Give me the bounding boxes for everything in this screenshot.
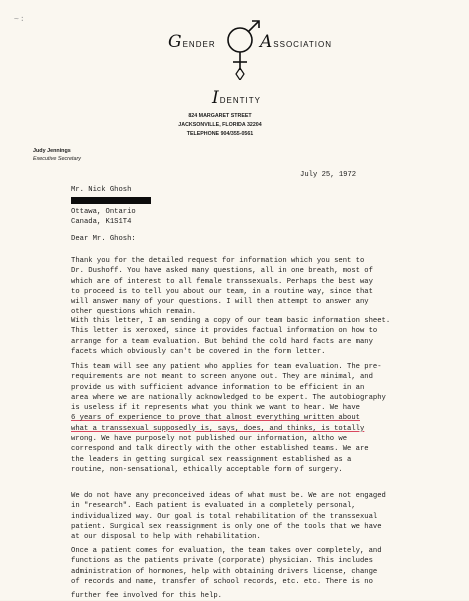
paragraph-line: Thank you for the detailed request for information which you sent to	[71, 257, 365, 265]
sender-role: Executive Secretary	[33, 156, 81, 162]
sender-name: Judy Jennings	[33, 148, 71, 154]
paragraph-line: functions as the patients private (corporate) physician. This includes	[71, 557, 373, 566]
paragraph-line: Once a patient comes for evaluation, the team takes over completely, and	[71, 547, 382, 555]
paragraph-line: With this letter, I am sending a copy of our team basic information sheet.	[71, 317, 391, 325]
paragraph-line: correspond and talk directly with the other established teams. We are	[71, 445, 369, 454]
addressee-city: Ottawa, Ontario	[71, 208, 136, 216]
addressee-country-postal: Canada, K1S1T4	[71, 218, 132, 227]
paragraph-line: provide us with sufficient advance information to be efficient in an	[71, 383, 365, 392]
paragraph-line: will answer many of your questions. I will then attempt to answer any	[71, 298, 369, 307]
paragraph-line: area where we are nationally acknowledged to be expert. The autobiography	[71, 393, 386, 402]
sender-block	[33, 147, 81, 163]
paragraph-line: to proceed is to tell you about our team, in a routine way, since that	[71, 287, 373, 296]
addressee-address	[71, 207, 136, 228]
paragraph-line: is useless if it represents what you think we want to hear. We have	[71, 404, 360, 413]
salutation: Dear Mr. Ghosh:	[71, 235, 136, 243]
org-initial-i: I	[212, 88, 220, 108]
letter-date: July 25, 1972	[300, 171, 357, 179]
paragraph-1	[71, 256, 411, 318]
corner-mark: ~:	[14, 14, 26, 23]
paragraph-line: arrange for a team evaluation. But behind the cold hard facts are many	[71, 337, 373, 346]
paragraph-line: This letter is xeroxed, since it provides factual information on how to	[71, 327, 378, 336]
underlined-line: what a transsexual supposedly is, says, does, and thinks, is totally	[71, 424, 365, 433]
address-telephone: TELEPHONE 904/355-0561	[186, 131, 254, 137]
paragraph-line: at our disposal to help with rehabilitation.	[71, 533, 261, 542]
org-initial-a: A	[260, 32, 274, 52]
paragraph-5	[71, 546, 411, 587]
paragraph-line: routine, non-sensational, ethically acceptable form of surgery.	[71, 465, 343, 474]
org-word-gender-text: ENDER	[182, 40, 216, 49]
paragraph-line: facets which obviously can't be covered in the form letter.	[71, 347, 326, 356]
paragraph-line: other questions which remain.	[71, 308, 197, 317]
paragraph-line: in "research". Each patient is evaluated in a completely personal,	[71, 502, 356, 511]
addressee-name: Mr. Nick Ghosh	[71, 186, 132, 194]
org-word-association	[260, 32, 332, 52]
paragraph-line: wrong. We have purposely not published our information, altho we	[71, 435, 348, 444]
org-initial-g: G	[168, 32, 183, 52]
address-street: 824 MARGARET STREET	[188, 113, 252, 119]
paragraph-4	[71, 491, 411, 542]
paragraph-line: We do not have any preconceived ideas of what must be. We are not engaged	[71, 492, 386, 500]
paragraph-line: individualized way. Our goal is total rehabilitation of the transsexual	[71, 512, 378, 521]
paragraph-line: patient. Surgical sex reassignment is only one of the tools that we have	[71, 522, 382, 531]
redacted-line	[71, 197, 151, 204]
paragraph-line: administration of hormones, help with obtaining drivers license, change	[71, 567, 378, 576]
paragraph-line: requirements are not meant to screen anyone out. They are minimal, and	[71, 373, 373, 382]
org-word-identity	[212, 88, 261, 108]
paragraph-line: Dr. Dushoff. You have asked many questions, all in one breath, most of	[71, 267, 373, 276]
gender-symbol-icon	[218, 18, 268, 80]
paragraph-3	[71, 362, 411, 475]
paragraph-line: further fee involved for this help.	[71, 592, 222, 600]
paragraph-line: of records and name, transfer of school records, etc. etc. There is no	[71, 577, 373, 586]
letterhead-address	[165, 112, 275, 139]
paragraph-line: the leaders in getting surgical sex reassignment established as a	[71, 455, 352, 464]
org-word-association-text: SSOCIATION	[273, 40, 333, 49]
paragraph-line: which are of interest to all female transsexuals. Perhaps the best way	[71, 277, 373, 286]
org-word-gender	[168, 32, 216, 52]
address-city: JACKSONVILLE, FLORIDA 32204	[178, 122, 262, 128]
paragraph-2	[71, 316, 411, 357]
org-word-identity-text: DENTITY	[219, 96, 261, 105]
paragraph-line: This team will see any patient who applies for team evaluation. The pre-	[71, 363, 382, 371]
underlined-line: 6 years of experience to prove that almost everything written about	[71, 414, 360, 423]
